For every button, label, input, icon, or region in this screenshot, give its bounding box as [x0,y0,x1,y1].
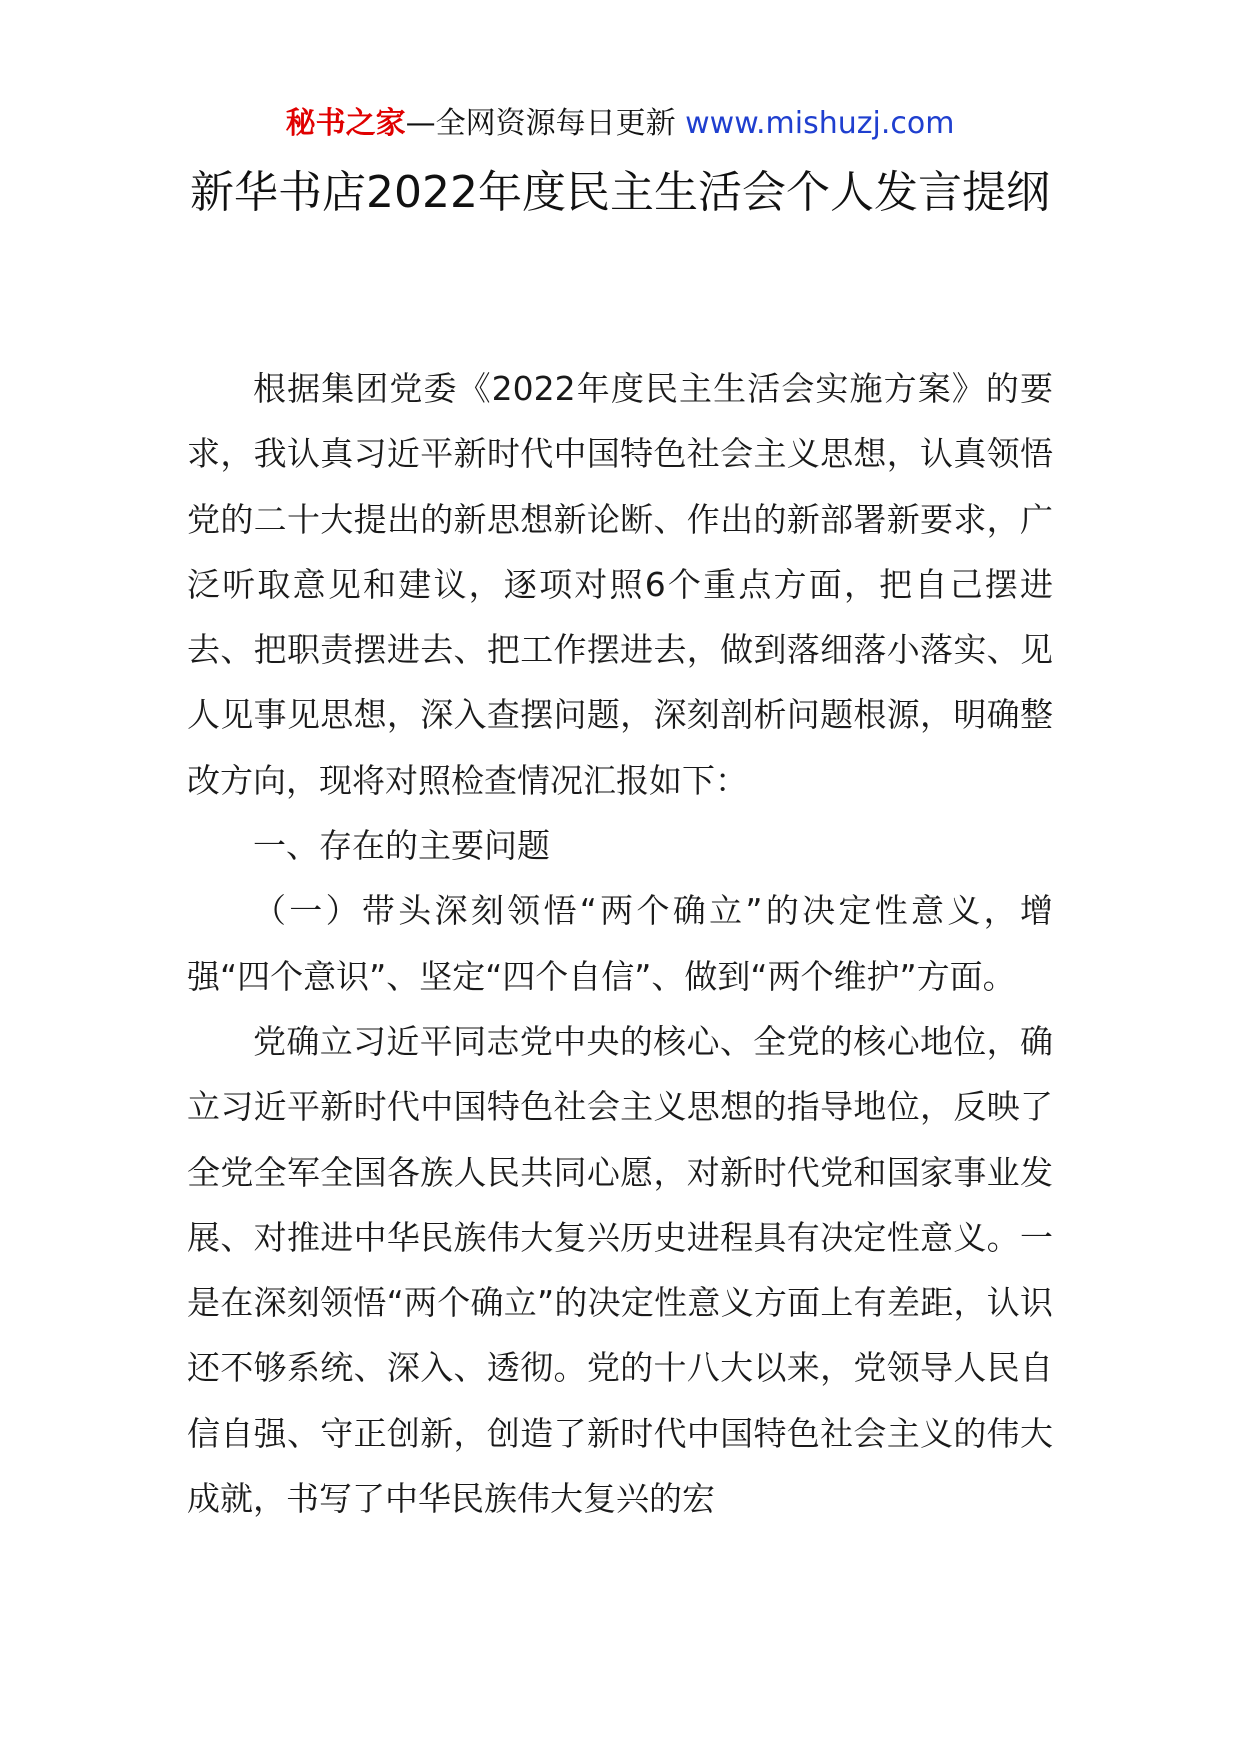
site-watermark [0,104,1240,144]
watermark-url[interactable]: www.mishuzj.com [685,106,955,141]
document-body [187,356,1053,1531]
watermark-tagline: —全网资源每日更新 [405,106,676,141]
paragraph-intro: 根据集团党委《2022年度民主生活会实施方案》的要求，我认真习近平新时代中国特色社会主义思想，认真领悟党的二十大提出的新思想新论断、作出的新部署新要求，广泛听取意见和建议，逐项对照6个重点方面，把自己摆进去、把职责摆进去、把工作摆进去，做到落细落小落实、见人见事见思想，深入查摆问题，深刻剖析问题根源，明确整改方向，现将对照检查情况汇报如下： [187,369,1053,800]
paragraph-body: 党确立习近平同志党中央的核心、全党的核心地位，确立习近平新时代中国特色社会主义思想的指导地位，反映了全党全军全国各族人民共同心愿，对新时代党和国家事业发展、对推进中华民族伟大复兴历史进程具有决定性意义。一是在深刻领悟“两个确立”的决定性意义方面上有差距，认识还不够系统、深入、透彻。党的十八大以来，党领导人民自信自强、守正创新，创造了新时代中国特色社会主义的伟大成就，书写了中华民族伟大复兴的宏 [187,1021,1053,1519]
section-heading-1: 一、存在的主要问题 [253,826,550,866]
document-title: 新华书店2022年度民主生活会个人发言提纲 [190,167,1050,218]
watermark-brand: 秘书之家 [285,106,406,141]
subsection-heading-1: （一）带头深刻领悟“两个确立”的决定性意义，增强“四个意识”、坚定“四个自信”、做到“两个维护”方面。 [187,891,1053,996]
